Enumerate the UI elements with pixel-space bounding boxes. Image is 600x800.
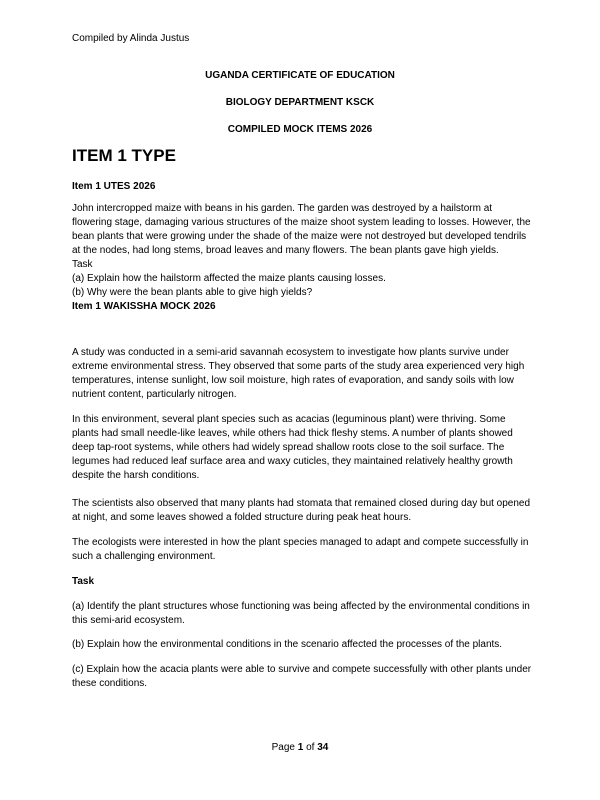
wakissha-task-a: (a) Identify the plant structures whose functioning was being affected by the environmental conditions in this semi-arid ecosystem. — [72, 601, 530, 626]
wakissha-task-label: Task — [72, 576, 95, 587]
wakissha-heading: Item 1 WAKISSHA MOCK 2026 — [72, 301, 216, 312]
department-title: BIOLOGY DEPARTMENT KSCK — [225, 97, 375, 108]
compiled-by-note: Compiled by Alinda Justus — [72, 33, 190, 44]
of-word: of — [306, 742, 315, 753]
wakissha-para2: In this environment, several plant species such as acacias (leguminous plant) were thriving. Some plants had small needle-like leaves, while others had thick fleshy stems. A number of plants showed deep tap-root systems, while others had widely spread shallow roots close to the soil surface. The legumes had reduced leaf surface area and waxy cuticles, they maintained relatively healthy growth despite the harsh conditions. — [72, 414, 513, 481]
exam-title: UGANDA CERTIFICATE OF EDUCATION — [205, 70, 395, 81]
utes-scenario: John intercropped maize with beans in his garden. The garden was destroyed by a hailstorm at flowering stage, damaging various structures of the maize shoot system leading to losses. However, the bean plants that were growing under the shade of the maize were not destroyed but developed tendrils at the nodes, had long stems, broad leaves and many flowers. The bean plants gave high yields. — [72, 203, 531, 256]
page-total: 34 — [317, 742, 329, 753]
item-type-heading: ITEM 1 TYPE — [72, 146, 176, 165]
utes-task-label: Task — [72, 259, 93, 270]
wakissha-para4: The ecologists were interested in how the plant species managed to adapt and compete successfully in such a challenging environment. — [72, 537, 529, 562]
page-number: 1 — [297, 742, 304, 753]
item1-utes-heading: Item 1 UTES 2026 — [72, 181, 156, 192]
utes-task-a: (a) Explain how the hailstorm affected the maize plants causing losses. — [72, 273, 386, 284]
compiled-title: COMPILED MOCK ITEMS 2026 — [227, 124, 373, 135]
wakissha-para3: The scientists also observed that many plants had stomata that remained closed during day but opened at night, and some leaves showed a folded structure during peak heat hours. — [72, 498, 531, 523]
wakissha-para1: A study was conducted in a semi-arid savannah ecosystem to investigate how plants survive under extreme environmental stress. They observed that some parts of the study area experienced very high temperatures, intense sunlight, low soil moisture, high rates of evaporation, and sandy soils with low nutrient content, particularly nitrogen. — [72, 347, 525, 400]
page-footer — [0, 741, 600, 755]
utes-task-b: (b) Why were the bean plants able to give high yields? — [72, 287, 313, 298]
wakissha-task-b: (b) Explain how the environmental conditions in the scenario affected the processes of the plants. — [72, 639, 503, 650]
page-word: Page — [271, 742, 295, 753]
item1-utes-section — [72, 202, 532, 314]
wakissha-task-c: (c) Explain how the acacia plants were able to survive and compete successfully with other plants under these conditions. — [72, 664, 532, 689]
